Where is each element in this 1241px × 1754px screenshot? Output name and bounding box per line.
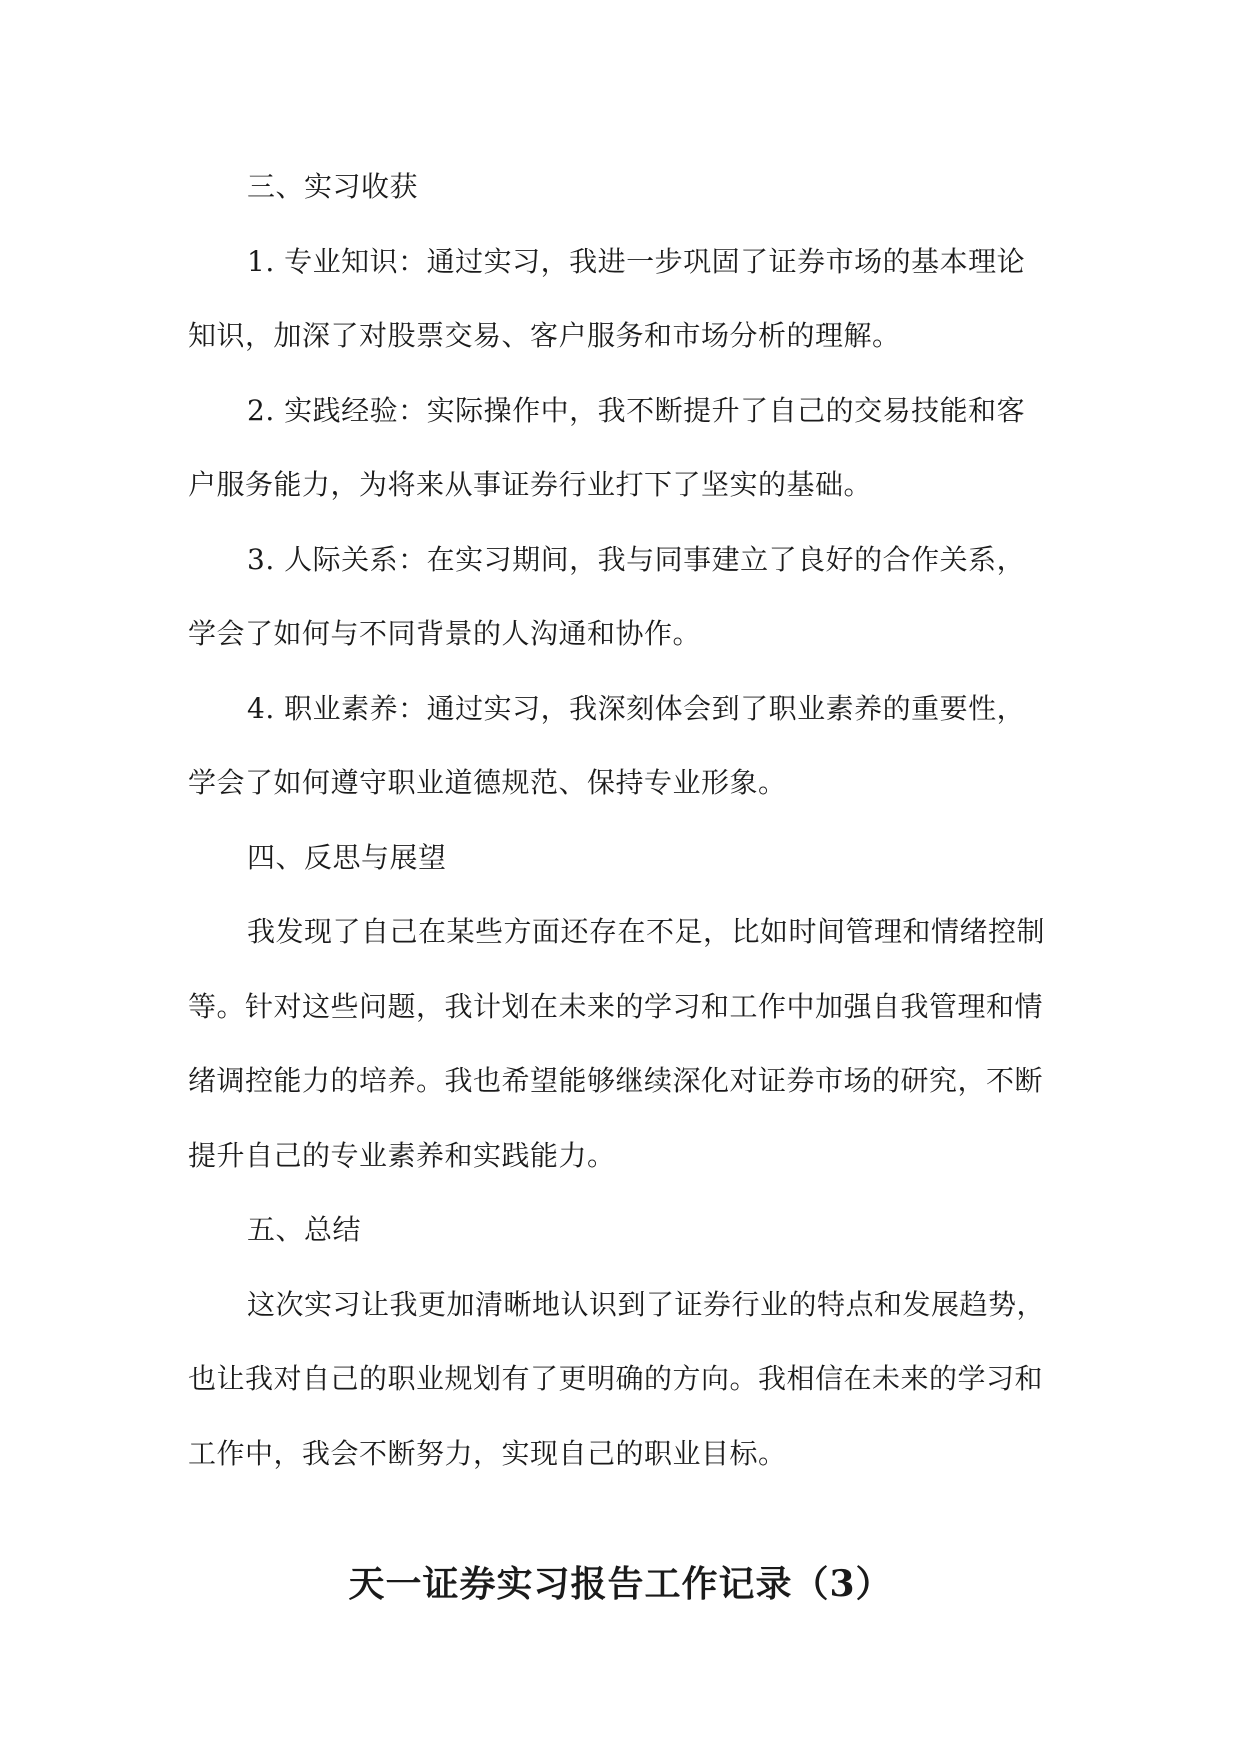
paragraph-line: 我发现了自己在某些方面还存在不足，比如时间管理和情绪控制: [247, 915, 1046, 948]
paragraph-line: 知识，加深了对股票交易、客户服务和市场分析的理解。: [188, 319, 901, 352]
section-heading-summary: 五、总结: [247, 1213, 362, 1246]
paragraph-line: 户服务能力，为将来从事证券行业打下了坚实的基础。: [188, 468, 873, 501]
section-heading-gains: 三、实习收获: [247, 170, 419, 203]
paragraph-line: 3. 人际关系：在实习期间，我与同事建立了良好的合作关系，: [247, 542, 1026, 576]
next-document-title: 天一证券实习报告工作记录（3）: [348, 1563, 893, 1605]
paragraph-line: 学会了如何与不同背景的人沟通和协作。: [188, 617, 702, 650]
document-body: [188, 150, 1068, 1491]
paragraph-line: 1. 专业知识：通过实习，我进一步巩固了证券市场的基本理论: [247, 244, 1026, 278]
section-heading-reflection: 四、反思与展望: [247, 840, 447, 874]
paragraph-line: 等。针对这些问题，我计划在未来的学习和工作中加强自我管理和情: [188, 989, 1044, 1023]
paragraph-line: 这次实习让我更加清晰地认识到了证券行业的特点和发展趋势，: [247, 1287, 1046, 1321]
paragraph-line: 学会了如何遵守职业道德规范、保持专业形象。: [188, 766, 787, 799]
paragraph-line: 4. 职业素养：通过实习，我深刻体会到了职业素养的重要性，: [247, 691, 1026, 725]
paragraph-line: 绪调控能力的培养。我也希望能够继续深化对证券市场的研究，不断: [188, 1064, 1044, 1097]
paragraph-line: 2. 实践经验：实际操作中，我不断提升了自己的交易技能和客: [247, 393, 1026, 427]
paragraph-line: 也让我对自己的职业规划有了更明确的方向。我相信在未来的学习和: [188, 1362, 1044, 1395]
paragraph-line: 提升自己的专业素养和实践能力。: [188, 1138, 616, 1172]
paragraph-line: 工作中，我会不断努力，实现自己的职业目标。: [188, 1436, 787, 1470]
